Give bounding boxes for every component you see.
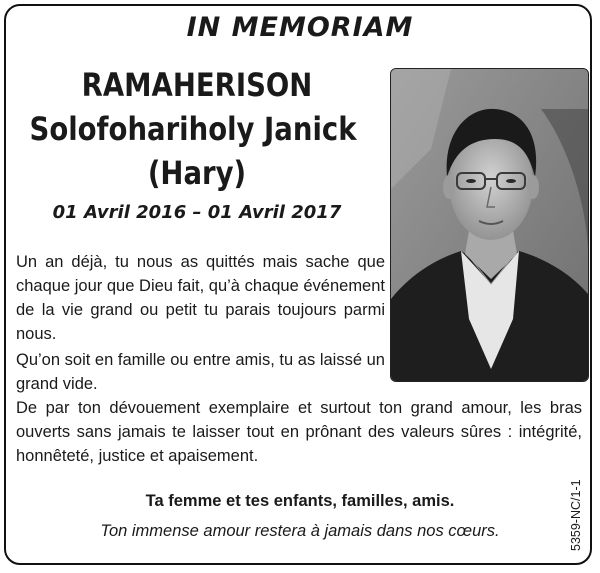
- deceased-surname: RAMAHERISON: [81, 66, 313, 104]
- closing-tagline: Ton immense amour restera à jamais dans nos cœurs.: [100, 522, 500, 540]
- deceased-nickname: (Hary): [147, 154, 247, 192]
- reference-code: 5359-NC/1-1: [569, 479, 583, 551]
- memorial-dates: 01 Avril 2016 – 01 Avril 2017: [52, 202, 342, 223]
- tribute-paragraph-3: De par ton dévouement exemplaire et surtout ton grand amour, les bras ouverts sans jamais te laisser tout en prônant des valeurs sûres : intégrité, honnêteté, justice et apaisement.: [16, 399, 582, 465]
- family-signature: Ta femme et tes enfants, familles, amis.: [145, 492, 455, 510]
- deceased-first-names: Solofohariholy Janick: [29, 110, 357, 148]
- portrait-photo: [390, 68, 589, 382]
- notice-heading: IN MEMORIAM: [186, 12, 414, 43]
- tribute-paragraph-1: Un an déjà, tu nous as quittés mais sache que chaque jour que Dieu fait, qu’à chaque événement de la vie grand ou petit tu parais toujours parmi nous.: [16, 253, 385, 343]
- tribute-paragraph-2: Qu’on soit en famille ou entre amis, tu as laissé un grand vide.: [16, 351, 385, 393]
